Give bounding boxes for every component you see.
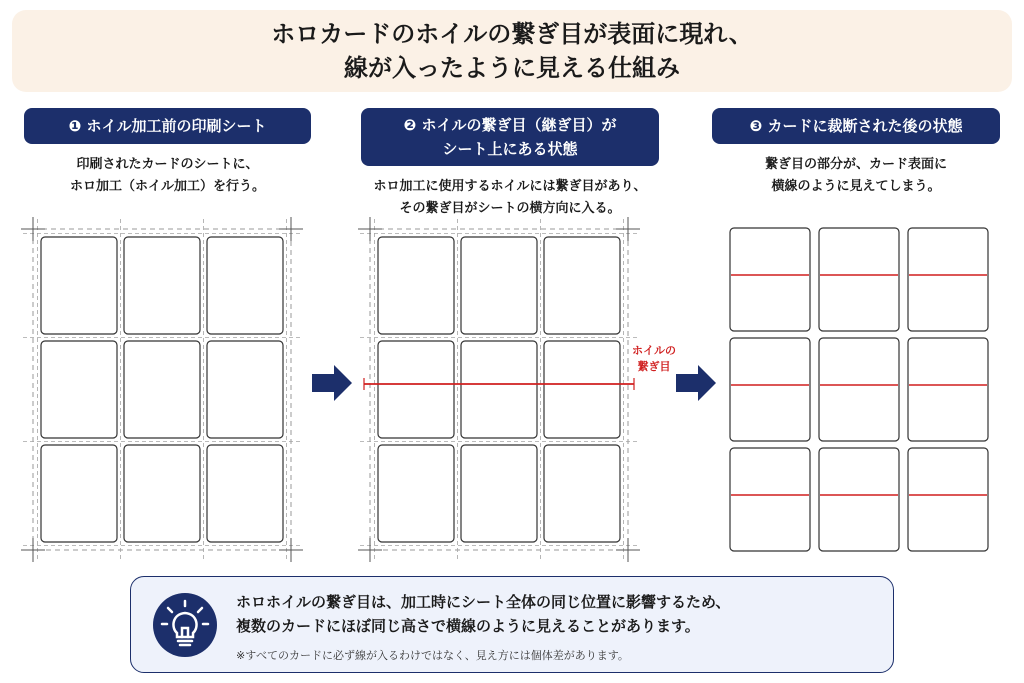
note-box: [130, 576, 894, 673]
foil-seam-label-line-1: ホイルの: [632, 344, 676, 357]
note-footnote: ※すべてのカードに必ず線が入るわけではなく、見え方には個体差があります。: [236, 649, 629, 662]
card: [544, 237, 620, 334]
foil-seam-label-line-2: 繋ぎ目: [637, 360, 671, 373]
card: [461, 341, 537, 438]
card: [378, 341, 454, 438]
step-3-description-line-1: 繋ぎ目の部分が、カード表面に: [764, 157, 947, 172]
note-text-line-2: 複数のカードにほぼ同じ高さで横線のように見えることがあります。: [236, 617, 700, 635]
card: [544, 445, 620, 542]
sheet-before-foil: [21, 217, 303, 562]
cut-cards: [730, 228, 988, 551]
step-2-description-line-1: ホロ加工に使用するホイルには繋ぎ目があり、: [373, 179, 647, 194]
sheet-with-foil-seam: [358, 217, 640, 562]
card: [124, 237, 200, 334]
lightbulb-icon: [153, 593, 217, 657]
cut-card: [908, 338, 988, 441]
cut-card: [819, 338, 899, 441]
card: [124, 445, 200, 542]
card: [207, 341, 283, 438]
cut-card: [908, 228, 988, 331]
right-arrow-icon: [676, 365, 716, 401]
cut-card: [819, 228, 899, 331]
page-title-line-1: ホロカードのホイルの繋ぎ目が表面に現れ、: [271, 20, 753, 48]
card: [41, 341, 117, 438]
foil-seam-label: [628, 343, 680, 375]
cut-card: [730, 228, 810, 331]
right-arrow-icon: [312, 365, 352, 401]
step-3-description-line-2: 横線のように見えてしまう。: [771, 179, 941, 194]
cut-card: [819, 448, 899, 551]
step-1-badge-text: ❶ ホイル加工前の印刷シート: [68, 117, 267, 135]
card: [461, 445, 537, 542]
note-text-line-1: ホロホイルの繋ぎ目は、加工時にシート全体の同じ位置に影響するため、: [236, 593, 731, 611]
card: [41, 445, 117, 542]
step-1-description-line-1: 印刷されたカードのシートに、: [76, 157, 259, 172]
step-2-badge-text-2: シート上にある状態: [442, 140, 578, 158]
card: [41, 237, 117, 334]
page-title-line-2: 線が入ったように見える仕組み: [344, 54, 680, 82]
card: [207, 237, 283, 334]
card: [378, 237, 454, 334]
step-3-badge-text: ❸ カードに裁断された後の状態: [749, 117, 963, 135]
card: [124, 341, 200, 438]
cut-card: [908, 448, 988, 551]
card: [207, 445, 283, 542]
step-1-description-line-2: ホロ加工（ホイル加工）を行う。: [69, 179, 265, 194]
step-2-badge-text-1: ❷ ホイルの繋ぎ目（継ぎ目）が: [403, 116, 617, 134]
cut-card: [730, 448, 810, 551]
card: [544, 341, 620, 438]
cut-card: [730, 338, 810, 441]
card: [378, 445, 454, 542]
step-2-description-line-2: その繋ぎ目がシートの横方向に入る。: [399, 201, 621, 216]
card: [461, 237, 537, 334]
